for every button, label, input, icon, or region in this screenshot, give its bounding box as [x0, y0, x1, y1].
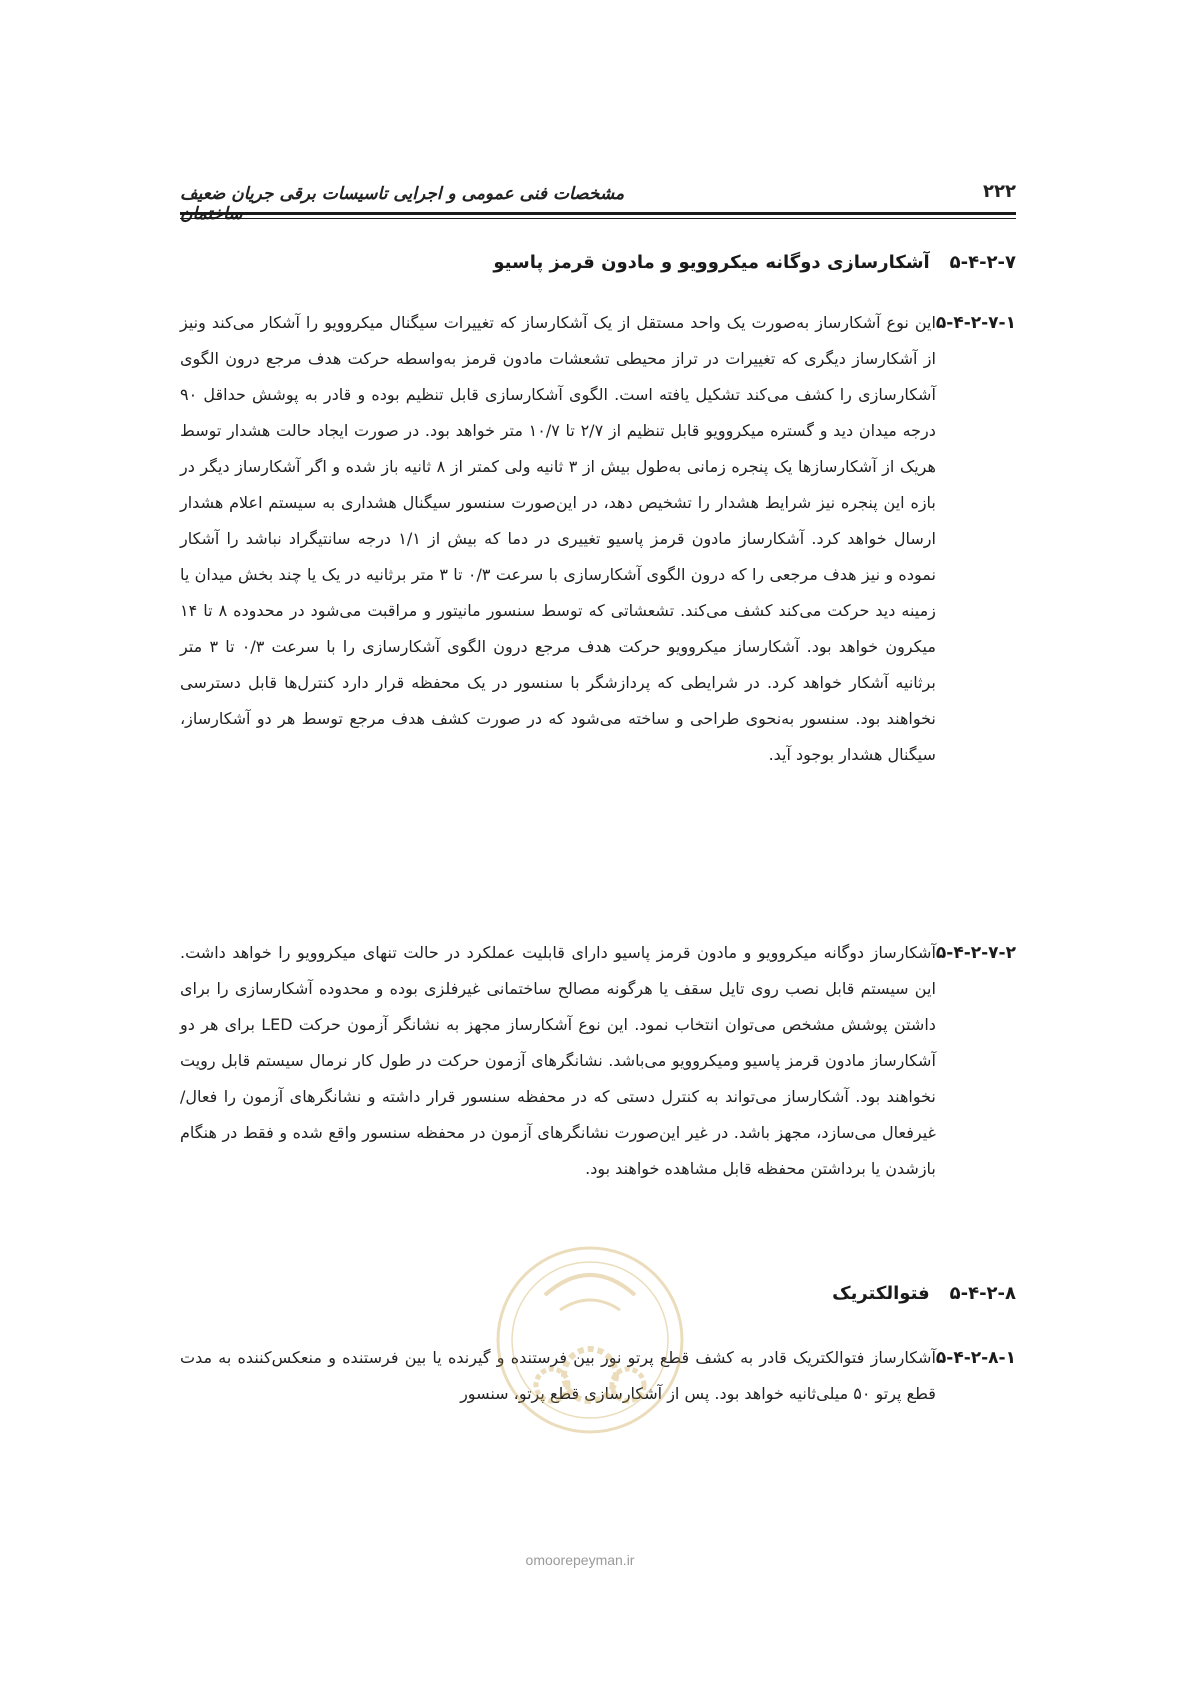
paragraph-7-1: [180, 305, 1016, 773]
header-rule-thick: [180, 212, 1016, 215]
section-heading-8: [180, 1283, 1016, 1304]
section-number: ۵-۴-۲-۷: [949, 252, 1016, 273]
paragraph-number: ۵-۴-۲-۷-۱: [935, 313, 1016, 333]
running-header-title: مشخصات فنی عمومی و اجرایی تاسیسات برقی جریان ضعیف: [180, 184, 625, 204]
section-heading-7: [180, 252, 1016, 273]
paragraph-8-1: [180, 1340, 1016, 1412]
watermark-url: omoorepeyman.ir: [525, 1552, 635, 1568]
section-number: ۵-۴-۲-۸: [949, 1283, 1016, 1304]
paragraph-number: ۵-۴-۲-۷-۲: [935, 943, 1016, 963]
paragraph-text: آشکارساز فتوالکتریک قادر به کشف قطع پرتو نور بین فرستنده و گیرنده یا بین فرستنده و منعکس‌کننده به مدت قطع پرتو ۵۰ میلی‌ثانیه خواهد بود. پس از آشکارسازی قطع پرتو، سنسور: [180, 1348, 936, 1403]
paragraph-text: این نوع آشکارساز به‌صورت یک واحد مستقل از یک آشکارساز که تغییرات سیگنال میکروویو را آشکار می‌کند ونیز از آشکارساز دیگری که تغییرات در تراز محیطی تشعشات مادون قرمز به‌واسطه حرکت هدف مرجع درون الگوی آشکارسازی را کشف می‌کند تشکیل یافته است. الگوی آشکارسازی قابل تنظیم بوده و قادر به پوشش حداقل ۹۰ درجه میدان دید و گستره میکروویو قابل تنظیم از ۲/۷ تا ۱۰/۷ متر خواهد بود. در صورت ایجاد حالت هشدار توسط هریک از آشکارسازها یک پنجره زمانی به‌طول بیش از ۳ ثانیه ولی کمتر از ۸ ثانیه باز شده و اگر آشکارساز دیگر در بازه این پنجره نیز شرایط هشدار را تشخیص دهد، در این‌صورت سنسور سیگنال هشداری به سیستم اعلام هشدار ارسال خواهد کرد. آشکارساز مادون قرمز پاسیو تغییری در دما که بیش از ۱/۱ درجه سانتیگراد نباشد را آشکار نموده و نیز هدف مرجعی را که درون الگوی آشکارسازی با سرعت ۰/۳ تا ۳ متر برثانیه در یک یا چند بخش میدان یا زمینه دید حرکت می‌کند کشف می‌کند. تشعشاتی که توسط سنسور مانیتور و مراقبت می‌شود در محدوده ۸ تا ۱۴ میکرون خواهد بود. آشکارساز میکروویو حرکت هدف مرجع درون الگوی آشکارسازی را با سرعت ۰/۳ تا ۳ متر برثانیه آشکار خواهد کرد. در شرایطی که پردازشگر با سنسور در یک محفظه قرار دارد کنترل‌ها قابل دسترسی نخواهند بود. سنسور به‌نحوی طراحی و ساخته می‌شود که در صورت کشف هدف مرجع توسط هر دو آشکارساز، سیگنال هشدار بوجود آید.: [180, 313, 936, 764]
section-title: آشکارسازی دوگانه میکروویو و مادون قرمز پاسیو: [493, 252, 930, 273]
paragraph-number: ۵-۴-۲-۸-۱: [935, 1348, 1016, 1368]
header-rule-thin: [180, 218, 1016, 219]
section-title: فتوالکتریک: [832, 1283, 930, 1304]
paragraph-text: آشکارساز دوگانه میکروویو و مادون قرمز پاسیو دارای قابلیت عملکرد در حالت تنهای میکروویو را خواهد داشت. این سیستم قابل نصب روی تایل سقف یا هرگونه مصالح ساختمانی غیرفلزی بوده و محدوده آشکارسازی را برای داشتن پوشش مشخص می‌توان انتخاب نمود. این نوع آشکارساز مجهز به نشانگر آزمون حرکت LED برای هر دو آشکارساز مادون قرمز پاسیو ومیکروویو می‌باشد. نشانگرهای آزمون حرکت در طول کار نرمال سیستم قابل رویت نخواهند بود. آشکارساز می‌تواند به کنترل دستی که در محفظه سنسور قرار داشته و نشانگرهای آزمون را فعال/ غیرفعال می‌سازد، مجهز باشد. در غیر این‌صورت نشانگرهای آزمون در محفظه سنسور واقع شده و فقط در هنگام بازشدن یا برداشتن محفظه قابل مشاهده خواهند بود.: [180, 943, 936, 1178]
page-number: ۲۲۲: [983, 181, 1016, 202]
paragraph-7-2: [180, 935, 1016, 1187]
